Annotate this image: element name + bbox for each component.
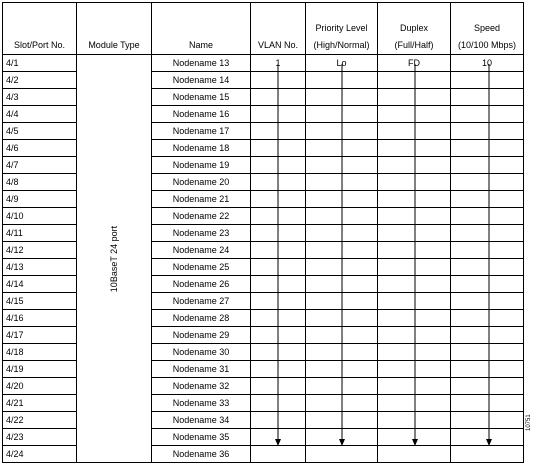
slot-port-cell: 4/17	[3, 327, 77, 344]
priority-cell	[306, 276, 378, 293]
priority-cell	[306, 208, 378, 225]
duplex-cell	[378, 157, 451, 174]
vlan-cell	[251, 259, 306, 276]
name-cell: Nodename 17	[152, 123, 251, 140]
vlan-cell	[251, 378, 306, 395]
priority-cell	[306, 106, 378, 123]
vlan-cell	[251, 310, 306, 327]
slot-port-cell: 4/7	[3, 157, 77, 174]
duplex-cell	[378, 242, 451, 259]
name-cell: Nodename 25	[152, 259, 251, 276]
header-speed	[451, 3, 524, 55]
header-priority-line1: Priority Level	[315, 23, 368, 33]
header-duplex-line2: (Full/Half)	[394, 40, 434, 50]
speed-cell	[451, 208, 524, 225]
duplex-cell	[378, 361, 451, 378]
header-priority-line2: (High/Normal)	[313, 40, 370, 50]
speed-cell	[451, 242, 524, 259]
table-body	[3, 55, 524, 463]
priority-cell	[306, 327, 378, 344]
priority-cell	[306, 395, 378, 412]
priority-cell	[306, 361, 378, 378]
name-cell: Nodename 26	[152, 276, 251, 293]
slot-port-cell: 4/21	[3, 395, 77, 412]
slot-port-cell: 4/22	[3, 412, 77, 429]
name-cell: Nodename 28	[152, 310, 251, 327]
vlan-cell	[251, 157, 306, 174]
figure-number: 10751	[526, 414, 532, 431]
priority-cell	[306, 225, 378, 242]
duplex-cell	[378, 259, 451, 276]
vlan-cell	[251, 327, 306, 344]
name-cell: Nodename 19	[152, 157, 251, 174]
vlan-cell: 1	[251, 55, 306, 72]
priority-cell	[306, 446, 378, 463]
header-name: Name	[152, 3, 251, 55]
header-vlan: VLAN No.	[251, 3, 306, 55]
name-cell: Nodename 23	[152, 225, 251, 242]
duplex-cell: FD	[378, 55, 451, 72]
speed-cell	[451, 412, 524, 429]
name-cell: Nodename 21	[152, 191, 251, 208]
name-cell: Nodename 13	[152, 55, 251, 72]
speed-cell	[451, 72, 524, 89]
speed-cell	[451, 276, 524, 293]
vlan-cell	[251, 106, 306, 123]
duplex-cell	[378, 225, 451, 242]
name-cell: Nodename 22	[152, 208, 251, 225]
priority-cell	[306, 242, 378, 259]
priority-cell	[306, 191, 378, 208]
priority-cell	[306, 310, 378, 327]
slot-port-cell: 4/1	[3, 55, 77, 72]
priority-cell	[306, 259, 378, 276]
slot-port-cell: 4/12	[3, 242, 77, 259]
header-module-type: Module Type	[77, 3, 152, 55]
slot-port-cell: 4/5	[3, 123, 77, 140]
priority-cell	[306, 157, 378, 174]
speed-cell	[451, 446, 524, 463]
vlan-cell	[251, 242, 306, 259]
speed-cell	[451, 157, 524, 174]
duplex-cell	[378, 123, 451, 140]
slot-port-cell: 4/18	[3, 344, 77, 361]
vlan-cell	[251, 174, 306, 191]
name-cell: Nodename 29	[152, 327, 251, 344]
vlan-cell	[251, 395, 306, 412]
priority-cell	[306, 293, 378, 310]
table-row	[3, 55, 524, 72]
vlan-cell	[251, 293, 306, 310]
speed-cell	[451, 293, 524, 310]
slot-port-cell: 4/23	[3, 429, 77, 446]
name-cell: Nodename 31	[152, 361, 251, 378]
duplex-cell	[378, 276, 451, 293]
slot-port-cell: 4/3	[3, 89, 77, 106]
duplex-cell	[378, 89, 451, 106]
duplex-cell	[378, 208, 451, 225]
priority-cell	[306, 429, 378, 446]
name-cell: Nodename 20	[152, 174, 251, 191]
name-cell: Nodename 36	[152, 446, 251, 463]
speed-cell	[451, 140, 524, 157]
name-cell: Nodename 30	[152, 344, 251, 361]
header-speed-line2: (10/100 Mbps)	[457, 40, 517, 50]
speed-cell	[451, 327, 524, 344]
slot-port-cell: 4/24	[3, 446, 77, 463]
duplex-cell	[378, 293, 451, 310]
slot-port-cell: 4/9	[3, 191, 77, 208]
name-cell: Nodename 35	[152, 429, 251, 446]
duplex-cell	[378, 412, 451, 429]
slot-port-cell: 4/14	[3, 276, 77, 293]
speed-cell	[451, 361, 524, 378]
duplex-cell	[378, 106, 451, 123]
priority-cell	[306, 412, 378, 429]
priority-cell	[306, 72, 378, 89]
name-cell: Nodename 15	[152, 89, 251, 106]
slot-port-cell: 4/16	[3, 310, 77, 327]
header-slot-port: Slot/Port No.	[3, 3, 77, 55]
vlan-cell	[251, 72, 306, 89]
vlan-cell	[251, 191, 306, 208]
slot-port-cell: 4/13	[3, 259, 77, 276]
name-cell: Nodename 33	[152, 395, 251, 412]
name-cell: Nodename 24	[152, 242, 251, 259]
priority-cell	[306, 174, 378, 191]
priority-cell	[306, 378, 378, 395]
header-duplex	[378, 3, 451, 55]
vlan-cell	[251, 225, 306, 242]
speed-cell	[451, 89, 524, 106]
name-cell: Nodename 34	[152, 412, 251, 429]
duplex-cell	[378, 344, 451, 361]
module-type-label: 10BaseT 24 port	[109, 225, 119, 292]
priority-cell	[306, 123, 378, 140]
slot-port-cell: 4/11	[3, 225, 77, 242]
module-type-cell	[77, 55, 152, 463]
priority-cell: Lo	[306, 55, 378, 72]
header-priority-level	[306, 3, 378, 55]
slot-port-cell: 4/4	[3, 106, 77, 123]
port-configuration-worksheet	[2, 2, 523, 459]
vlan-cell	[251, 412, 306, 429]
duplex-cell	[378, 310, 451, 327]
duplex-cell	[378, 327, 451, 344]
name-cell: Nodename 32	[152, 378, 251, 395]
priority-cell	[306, 89, 378, 106]
vlan-cell	[251, 344, 306, 361]
duplex-cell	[378, 191, 451, 208]
name-cell: Nodename 14	[152, 72, 251, 89]
vlan-cell	[251, 140, 306, 157]
duplex-cell	[378, 174, 451, 191]
header-row	[3, 3, 524, 55]
name-cell: Nodename 18	[152, 140, 251, 157]
slot-port-cell: 4/19	[3, 361, 77, 378]
port-table	[2, 2, 524, 463]
speed-cell	[451, 310, 524, 327]
speed-cell	[451, 225, 524, 242]
speed-cell	[451, 344, 524, 361]
speed-cell	[451, 106, 524, 123]
speed-cell	[451, 429, 524, 446]
header-speed-line1: Speed	[473, 23, 501, 33]
vlan-cell	[251, 429, 306, 446]
speed-cell	[451, 191, 524, 208]
vlan-cell	[251, 89, 306, 106]
vlan-cell	[251, 446, 306, 463]
vlan-cell	[251, 123, 306, 140]
name-cell: Nodename 27	[152, 293, 251, 310]
speed-cell	[451, 378, 524, 395]
name-cell: Nodename 16	[152, 106, 251, 123]
duplex-cell	[378, 72, 451, 89]
slot-port-cell: 4/20	[3, 378, 77, 395]
speed-cell	[451, 123, 524, 140]
slot-port-cell: 4/10	[3, 208, 77, 225]
vlan-cell	[251, 276, 306, 293]
duplex-cell	[378, 446, 451, 463]
speed-cell	[451, 395, 524, 412]
vlan-cell	[251, 208, 306, 225]
duplex-cell	[378, 395, 451, 412]
vlan-cell	[251, 361, 306, 378]
priority-cell	[306, 140, 378, 157]
header-duplex-line1: Duplex	[399, 23, 428, 33]
priority-cell	[306, 344, 378, 361]
speed-cell	[451, 259, 524, 276]
duplex-cell	[378, 429, 451, 446]
speed-cell: 10	[451, 55, 524, 72]
speed-cell	[451, 174, 524, 191]
duplex-cell	[378, 140, 451, 157]
slot-port-cell: 4/8	[3, 174, 77, 191]
slot-port-cell: 4/15	[3, 293, 77, 310]
slot-port-cell: 4/6	[3, 140, 77, 157]
duplex-cell	[378, 378, 451, 395]
slot-port-cell: 4/2	[3, 72, 77, 89]
